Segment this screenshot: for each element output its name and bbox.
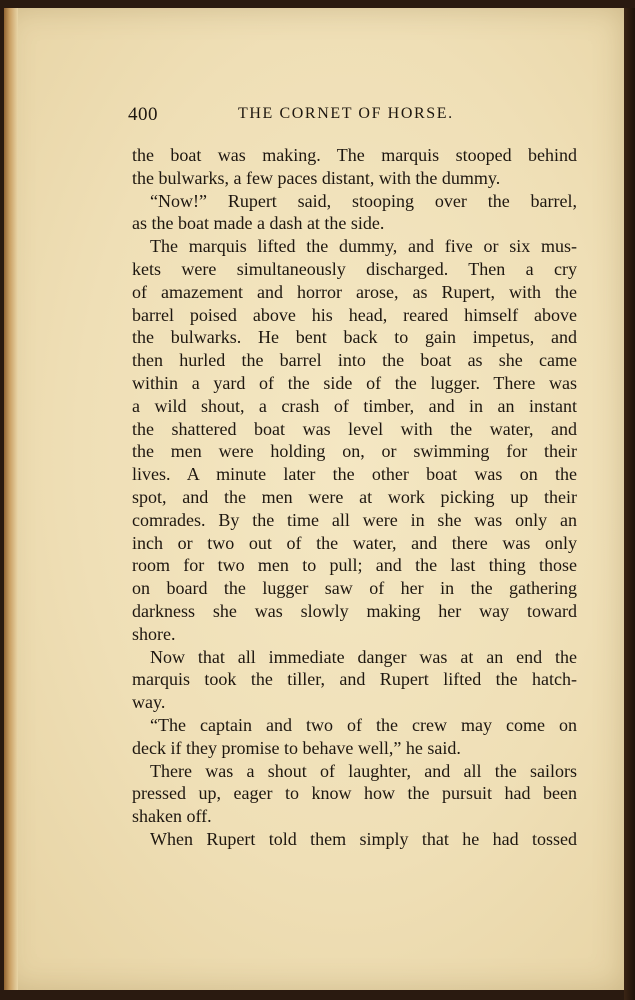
text-line: of amazement and horror arose, as Rupert, with the bbox=[132, 281, 577, 302]
text-line: the shattered boat was level with the water, and bbox=[132, 418, 577, 439]
text-line: way. bbox=[132, 692, 166, 713]
page-binding-edge bbox=[4, 8, 18, 990]
paper-page bbox=[4, 8, 624, 990]
text-line: Now that all immediate danger was at an end the bbox=[150, 646, 577, 667]
text-line: comrades. By the time all were in she was only an bbox=[132, 509, 577, 530]
text-line: the bulwarks. He bent back to gain impetus, and bbox=[132, 327, 577, 348]
text-line: pressed up, eager to know how the pursuit had been bbox=[132, 783, 577, 804]
text-line: When Rupert told them simply that he had tossed bbox=[150, 828, 577, 849]
text-line: There was a shout of laughter, and all the sailors bbox=[150, 760, 577, 781]
text-line: room for two men to pull; and the last thing those bbox=[132, 555, 577, 576]
text-line: then hurled the barrel into the boat as she came bbox=[132, 350, 577, 371]
text-line: barrel poised above his head, reared himself above bbox=[132, 304, 577, 325]
running-title: THE CORNET OF HORSE. bbox=[238, 105, 454, 122]
text-line: as the boat made a dash at the side. bbox=[132, 213, 385, 234]
text-line: shaken off. bbox=[132, 806, 212, 827]
page-number: 400 bbox=[128, 104, 158, 125]
text-line: “The captain and two of the crew may come on bbox=[150, 714, 577, 735]
text-line: the bulwarks, a few paces distant, with the dummy. bbox=[132, 167, 501, 188]
text-line: deck if they promise to behave well,” he said. bbox=[132, 737, 461, 758]
text-line: The marquis lifted the dummy, and five or six mus- bbox=[150, 236, 577, 257]
text-line: inch or two out of the water, and there was only bbox=[132, 532, 577, 553]
text-line: within a yard of the side of the lugger. There was bbox=[132, 372, 577, 393]
text-line: shore. bbox=[132, 623, 176, 644]
text-line: lives. A minute later the other boat was on the bbox=[132, 464, 577, 485]
text-line: marquis took the tiller, and Rupert lifted the hatch- bbox=[132, 669, 577, 690]
text-line: spot, and the men were at work picking up their bbox=[132, 486, 577, 507]
text-line: “Now!” Rupert said, stooping over the barrel, bbox=[150, 190, 577, 211]
book-cover-edge bbox=[624, 8, 635, 1000]
text-line: darkness she was slowly making her way toward bbox=[132, 600, 577, 621]
text-line: a wild shout, a crash of timber, and in an instant bbox=[132, 395, 577, 416]
page-header bbox=[128, 104, 576, 128]
text-line: the men were holding on, or swimming for their bbox=[132, 441, 577, 462]
text-line: kets were simultaneously discharged. Then a cry bbox=[132, 258, 577, 279]
body-text bbox=[132, 144, 577, 851]
text-line: the boat was making. The marquis stooped behind bbox=[132, 145, 577, 165]
text-line: on board the lugger saw of her in the gathering bbox=[132, 578, 577, 599]
